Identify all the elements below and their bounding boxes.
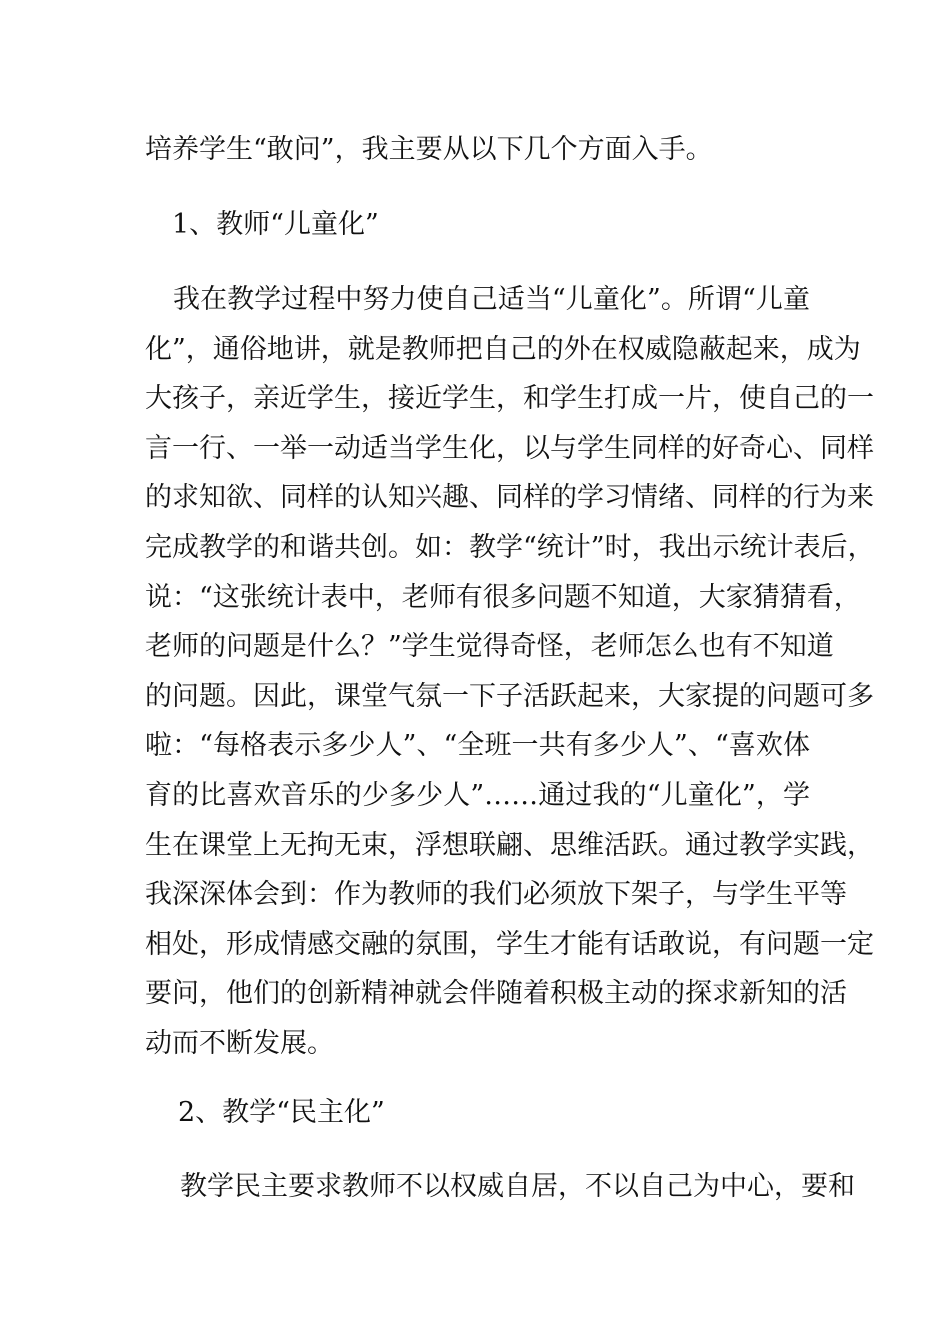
paragraph-line: 老师的问题是什么？”学生觉得奇怪，老师怎么也有不知道 bbox=[145, 631, 834, 663]
paragraph-line: 我深深体会到：作为教师的我们必须放下架子，与学生平等 bbox=[145, 879, 847, 911]
paragraph-line: 我在教学过程中努力使自己适当“儿童化”。所谓“儿童 bbox=[173, 284, 810, 315]
paragraph-line: 动而不断发展。 bbox=[145, 1027, 334, 1059]
paragraph-line: 的问题。因此，课堂气氛一下子活跃起来，大家提的问题可多 bbox=[145, 680, 874, 712]
paragraph-line: 化”，通俗地讲，就是教师把自己的外在权威隐蔽起来，成为 bbox=[145, 333, 861, 365]
paragraph-line: 要问，他们的创新精神就会伴随着积极主动的探求新知的活 bbox=[145, 978, 847, 1010]
paragraph-line: 大孩子，亲近学生，接近学生，和学生打成一片，使自己的一 bbox=[145, 383, 874, 415]
paragraph-line: 育的比喜欢音乐的少多少人”……通过我的“儿童化”，学 bbox=[145, 779, 810, 811]
paragraph-line: 生在课堂上无拘无束，浮想联翩、思维活跃。通过教学实践， bbox=[145, 829, 874, 861]
paragraph-line: 的求知欲、同样的认知兴趣、同样的学习情绪、同样的行为来 bbox=[145, 482, 874, 514]
paragraph-1 bbox=[145, 275, 875, 1069]
section-heading-1: 1、教师“儿童化” bbox=[172, 209, 379, 240]
paragraph-line: 言一行、一举一动适当学生化，以与学生同样的好奇心、同样 bbox=[145, 432, 874, 464]
intro-line: 培养学生“敢问”，我主要从以下几个方面入手。 bbox=[145, 134, 713, 165]
paragraph-line: 相处，形成情感交融的氛围，学生才能有话敢说，有问题一定 bbox=[145, 928, 874, 960]
section-heading-2: 2、教学“民主化” bbox=[178, 1097, 385, 1128]
paragraph-line: 完成教学的和谐共创。如：教学“统计”时，我出示统计表后， bbox=[145, 531, 875, 563]
paragraph-2-line: 教学民主要求教师不以权威自居，不以自己为中心，要和 bbox=[180, 1171, 855, 1202]
paragraph-line: 啦：“每格表示多少人”、“全班一共有多少人”、“喜欢体 bbox=[145, 730, 810, 762]
paragraph-line: 说：“这张统计表中，老师有很多问题不知道，大家猜猜看， bbox=[145, 581, 861, 613]
